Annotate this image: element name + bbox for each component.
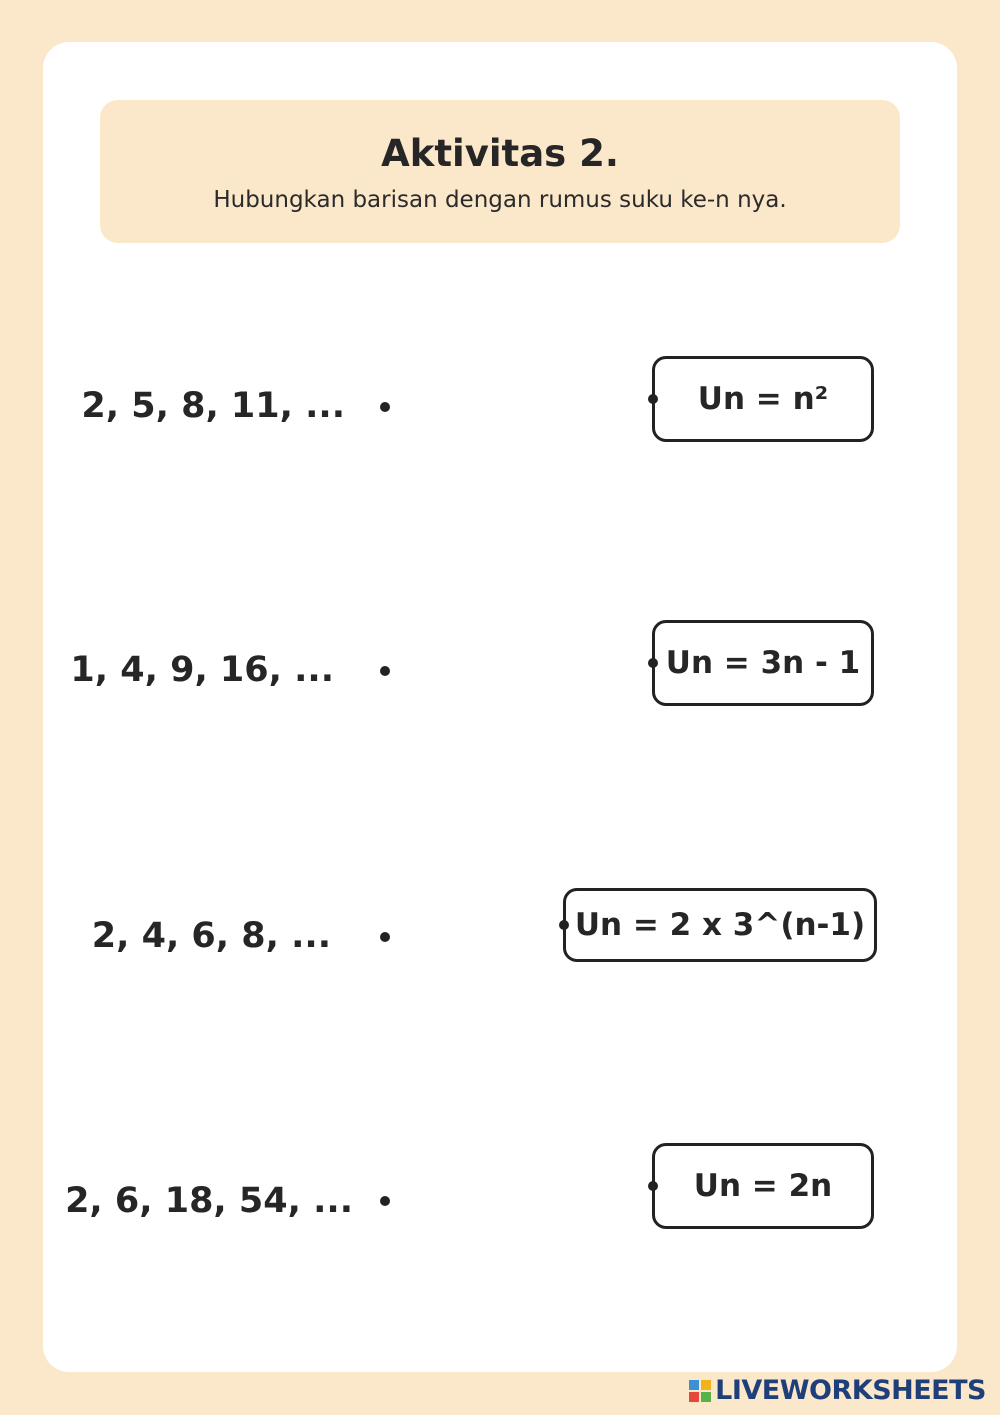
sequence-dot-2[interactable] — [380, 666, 390, 676]
activity-header — [100, 100, 900, 243]
formula-box-2[interactable] — [652, 620, 874, 706]
sequence-item-2: 1, 4, 9, 16, ... — [70, 650, 334, 690]
sequence-dot-1[interactable] — [380, 402, 390, 412]
sequence-item-4: 2, 6, 18, 54, ... — [65, 1181, 353, 1221]
formula-text-2: Un = 3n - 1 — [665, 645, 861, 681]
logo-square-red — [689, 1392, 699, 1402]
liveworksheets-brand — [689, 1376, 986, 1406]
formula-text-4: Un = 2n — [693, 1168, 833, 1204]
liveworksheets-logo-icon — [689, 1380, 711, 1402]
formula-box-1[interactable] — [652, 356, 874, 442]
brand-name: LIVEWORKSHEETS — [715, 1375, 986, 1406]
formula-dot-1[interactable] — [648, 394, 658, 404]
activity-instruction: Hubungkan barisan dengan rumus suku ke-n nya. — [213, 187, 787, 213]
formula-text-1: Un = n² — [697, 381, 829, 417]
activity-title: Aktivitas 2. — [381, 132, 619, 175]
formula-box-4[interactable] — [652, 1143, 874, 1229]
formula-dot-4[interactable] — [648, 1181, 658, 1191]
formula-text-3: Un = 2 x 3^(n-1) — [574, 907, 866, 943]
logo-square-blue — [689, 1380, 699, 1390]
formula-box-3[interactable] — [563, 888, 877, 962]
logo-square-yellow — [701, 1380, 711, 1390]
logo-square-green — [701, 1392, 711, 1402]
sequence-dot-4[interactable] — [380, 1196, 390, 1206]
formula-dot-3[interactable] — [559, 920, 569, 930]
formula-dot-2[interactable] — [648, 658, 658, 668]
sequence-dot-3[interactable] — [380, 932, 390, 942]
sequence-item-1: 2, 5, 8, 11, ... — [81, 386, 345, 426]
sequence-item-3: 2, 4, 6, 8, ... — [91, 916, 331, 956]
